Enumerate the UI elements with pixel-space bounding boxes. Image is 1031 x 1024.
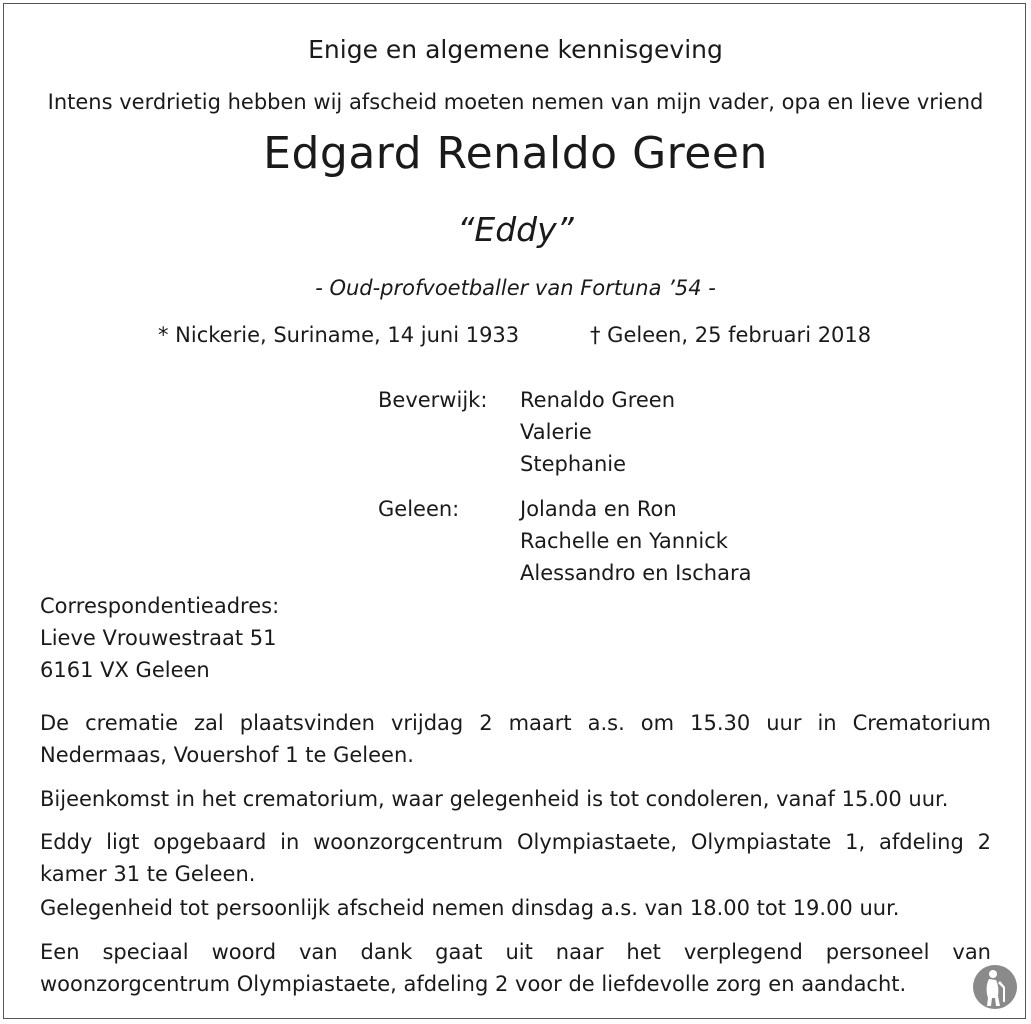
laid-out-info: Eddy ligt opgebaard in woonzorgcentrum Olympiastaete, Olympiastate 1, afdeling 2 kamer 31 te Geleen. — [40, 830, 991, 886]
family-member: Stephanie — [520, 452, 627, 476]
address-label: Correspondentieadres: — [40, 594, 280, 618]
family-member: Alessandro en Ischara — [520, 561, 752, 585]
birth-details: * Nickerie, Suriname, 14 juni 1933 — [158, 323, 520, 347]
mourning-figure-icon — [972, 964, 1018, 1010]
farewell-info: Gelegenheid tot persoonlijk afscheid nemen dinsdag a.s. van 18.00 tot 19.00 uur. — [40, 896, 900, 920]
gathering-info: Bijeenkomst in het crematorium, waar gelegenheid is tot condoleren, vanaf 15.00 uur. — [40, 787, 949, 811]
address-street: Lieve Vrouwestraat 51 — [40, 626, 277, 650]
thanks-info: Een speciaal woord van dank gaat uit naar het verplegend personeel van woonzorgcentrum Olympiastaete, afdeling 2 voor de liefdevolle zorg en aandacht. — [40, 940, 991, 996]
family-member: Renaldo Green — [520, 388, 676, 412]
deceased-description: - Oud-profvoetballer van Fortuna ’54 - — [315, 276, 716, 300]
family-place-beverwijk: Beverwijk: — [378, 388, 488, 412]
family-member: Valerie — [520, 420, 592, 444]
notice-heading: Enige en algemene kennisgeving — [308, 35, 723, 64]
deceased-nickname: “Eddy” — [457, 210, 574, 249]
family-member: Jolanda en Ron — [520, 497, 677, 521]
family-member: Rachelle en Yannick — [520, 529, 728, 553]
death-details: † Geleen, 25 februari 2018 — [590, 323, 872, 347]
family-place-geleen: Geleen: — [378, 497, 460, 521]
address-city: 6161 VX Geleen — [40, 658, 210, 682]
deceased-name: Edgard Renaldo Green — [263, 128, 768, 179]
cremation-info: De crematie zal plaatsvinden vrijdag 2 maart a.s. om 15.30 uur in Crematorium Nedermaas, Vouershof 1 te Geleen. — [40, 711, 991, 767]
notice-intro: Intens verdrietig hebben wij afscheid moeten nemen van mijn vader, opa en lieve vriend — [47, 90, 984, 114]
